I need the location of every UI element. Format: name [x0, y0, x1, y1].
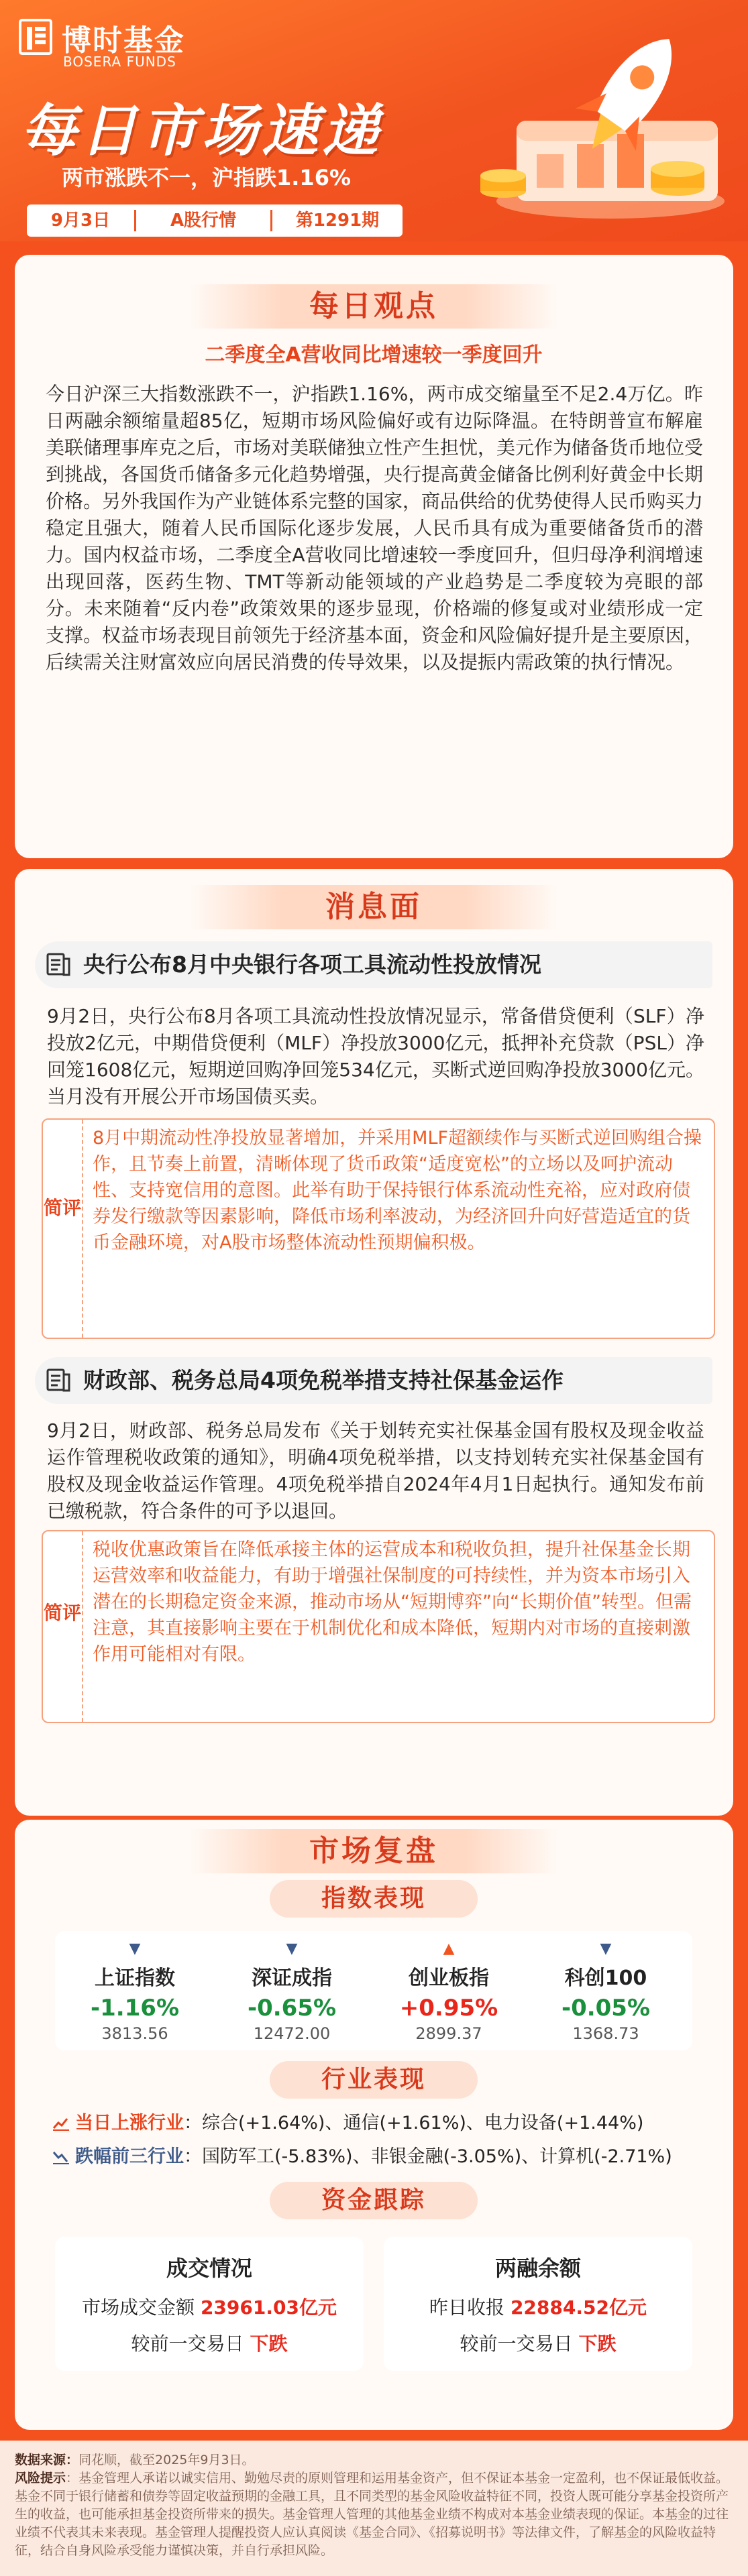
issue-category: A股行情	[170, 211, 237, 231]
index-change: -1.16%	[90, 1995, 180, 2022]
turnover-title: 成交情况	[166, 2256, 252, 2281]
source-text: 同花顺，截至2025年9月3日。	[78, 2453, 255, 2467]
news-item-header	[35, 1357, 712, 1404]
turnover-label: 市场成交金额	[82, 2296, 195, 2319]
issue-info-bar	[27, 204, 403, 237]
brand-name-en: BOSERA FUNDS	[63, 54, 176, 70]
risk-label: 风险提示	[15, 2471, 66, 2485]
comment-label	[43, 1120, 83, 1338]
industry-up-list: ：综合(+1.64%)、通信(+1.61%)、电力设备(+1.44%)	[184, 2113, 644, 2133]
industry-down-list: ：国防军工(-5.83%)、非银金融(-3.05%)、计算机(-2.71%)	[184, 2146, 672, 2167]
index-item	[372, 1940, 526, 2043]
news-comment: 税收优惠政策旨在降低承接主体的运营成本和税收负担，提升社保基金长期运营效率和收益能力，有助于增强社保制度的可持续性，并为资本市场引入潜在的长期稳定资金来源，推动市场从“短期博弈”向“长期价值”转型。但需注意，其直接影响主要在于机制优化和成本降低，短期内对市场的直接刺激作用可能相对有限。	[93, 1539, 692, 1665]
turnover-compare-label: 较前一交易日	[131, 2333, 244, 2355]
news-comment-box	[42, 1118, 715, 1339]
industry-down-row	[52, 2142, 716, 2168]
index-change: -0.05%	[561, 1995, 651, 2022]
brand-name: 博时基金	[62, 23, 185, 58]
page-title: 每日市场速递	[20, 98, 383, 164]
fund-tracking-title: 资金跟踪	[270, 2182, 478, 2219]
industry-down-label: 跌幅前三行业	[75, 2146, 184, 2167]
rocket-illustration-icon	[456, 20, 738, 228]
index-item	[58, 1940, 212, 2043]
index-value: 3813.56	[101, 2024, 168, 2043]
market-review-card	[15, 1820, 733, 2430]
comment-label	[43, 1531, 83, 1722]
industry-up-label: 当日上涨行业	[75, 2113, 184, 2133]
margin-compare-label: 较前一交易日	[460, 2333, 573, 2355]
trend-up-icon	[52, 2116, 70, 2131]
turnover-panel	[55, 2237, 364, 2371]
down-arrow-icon: ▼	[129, 1940, 141, 1957]
daily-view-body: 今日沪深三大指数涨跌不一，沪指跌1.16%，两市成交缩量至不足2.4万亿。昨日两融余额缩量超85亿，短期市场风险偏好或有边际降温。在特朗普宣布解雇美联储理事库克之后，市场对美联储独立性产生担忧，美元作为储备货币地位受到挑战，各国货币储备多元化趋势增强，央行提高黄金储备比例利好黄金中长期价格。另外我国作为产业链体系完整的国家，商品供给的优势使得人民币购买力稳定且强大，随着人民币国际化逐步发展，人民币具有成为重要储备货币的潜力。国内权益市场，二季度全A营收同比增速较一季度回升，但归母净利润增速出现回落，医药生物、TMT等新动能领域的产业趋势是二季度较为亮眼的部分。未来随着“反内卷”政策效果的逐步显现，价格端的修复或对业绩形成一定支撑。权益市场表现目前领先于经济基本面，资金和风险偏好提升是主要原因，后续需关注财富效应向居民消费的传导效果，以及提振内需政策的执行情况。	[46, 383, 704, 673]
daily-view-card	[15, 255, 733, 858]
index-change: +0.95%	[399, 1995, 498, 2022]
index-name: 创业板指	[409, 1967, 489, 1990]
bosera-logo-icon	[19, 19, 52, 55]
margin-balance-panel	[384, 2237, 692, 2371]
industry-performance-title: 行业表现	[270, 2061, 478, 2099]
issue-number: 第1291期	[295, 211, 380, 231]
index-name: 科创100	[564, 1967, 647, 1990]
index-performance-title: 指数表现	[270, 1880, 478, 1918]
down-arrow-icon: ▼	[286, 1940, 298, 1957]
down-arrow-icon: ▼	[600, 1940, 612, 1957]
footer-disclaimer	[15, 2451, 733, 2560]
source-label: 数据来源：	[15, 2453, 79, 2467]
comment-label-text: 简评	[43, 1602, 81, 1624]
trend-down-icon	[52, 2150, 70, 2164]
index-name: 深证成指	[252, 1967, 332, 1990]
comment-label-text: 简评	[43, 1197, 81, 1219]
news-section-title: 消息面	[189, 885, 558, 929]
page-subtitle: 两市涨跌不一，沪指跌1.16%	[62, 165, 352, 190]
index-value: 2899.37	[415, 2024, 482, 2043]
index-panel	[55, 1931, 692, 2050]
margin-label: 昨日收报	[429, 2296, 505, 2319]
news-headline: 财政部、税务总局4项免税举措支持社保基金运作	[83, 1367, 564, 1393]
margin-amount: 22884.52亿元	[510, 2296, 647, 2319]
news-item-header	[35, 941, 712, 988]
margin-compare-value: 下跌	[578, 2333, 617, 2355]
turnover-compare-value: 下跌	[250, 2333, 288, 2355]
news-comment-box	[42, 1530, 715, 1723]
industry-up-row	[52, 2108, 716, 2134]
turnover-amount: 23961.03亿元	[200, 2296, 337, 2319]
daily-view-title: 每日观点	[189, 284, 558, 329]
news-body: 9月2日，财政部、税务总局发布《关于划转充实社保基金国有股权及现金收益运作管理税收政策的通知》，明确4项免税举措，以支持划转充实社保基金国有股权及现金收益运作管理。4项免税举措自2024年4月1日起执行。通知发布前已缴税款，符合条件的可予以退回。	[47, 1419, 704, 1522]
index-change: -0.65%	[247, 1995, 337, 2022]
index-item	[529, 1940, 683, 2043]
index-value: 12472.00	[253, 2024, 331, 2043]
news-headline: 央行公布8月中央银行各项工具流动性投放情况	[83, 951, 541, 978]
footer	[0, 2441, 748, 2576]
index-name: 上证指数	[95, 1967, 175, 1990]
issue-date: 9月3日	[50, 211, 111, 231]
margin-title: 两融余额	[494, 2256, 581, 2281]
up-arrow-icon: ▲	[443, 1940, 455, 1957]
risk-text: ：基金管理人承诺以诚实信用、勤勉尽责的原则管理和运用基金资产，但不保证本基金一定盈利，也不保证最低收益。基金不同于银行储蓄和债券等固定收益预期的金融工具，且不同类型的基金风险收益特征不同，投资人既可能分享基金投资所产生的收益，也可能承担基金投资所带来的损失。基金管理人管理的其他基金业绩不构成对本基金业绩表现的保证。本基金的过往业绩不代表其未来表现。基金管理人提醒投资人应认真阅读《基金合同》、《招募说明书》等法律文件，了解基金的风险收益特征，结合自身风险承受能力谨慎决策，并自行承担风险。	[15, 2471, 729, 2558]
market-section-title: 市场复盘	[189, 1829, 558, 1873]
document-icon	[46, 1368, 71, 1393]
index-value: 1368.73	[572, 2024, 639, 2043]
news-comment: 8月中期流动性净投放显著增加，并采用MLF超额续作与买断式逆回购组合操作，且节奏上前置，清晰体现了货币政策“适度宽松”的立场以及呵护流动性、支持宽信用的意图。此举有助于保持银行体系流动性充裕，应对政府债券发行缴款等因素影响，降低市场利率波动，为经济回升向好营造适宜的货币金融环境，对A股市场整体流动性预期偏积极。	[93, 1128, 702, 1253]
document-icon	[46, 952, 71, 978]
news-body: 9月2日，央行公布8月各项工具流动性投放情况显示，常备借贷便利（SLF）净投放2亿元，中期借贷便利（MLF）净投放3000亿元，抵押补充贷款（PSL）净回笼1608亿元，短期逆回购净回笼534亿元，买断式逆回购净投放3000亿元。当月没有开展公开市场国债买卖。	[47, 1005, 704, 1108]
index-item	[215, 1940, 369, 2043]
news-card	[15, 869, 733, 1816]
daily-view-headline: 二季度全A营收同比增速较一季度回升	[205, 343, 543, 367]
